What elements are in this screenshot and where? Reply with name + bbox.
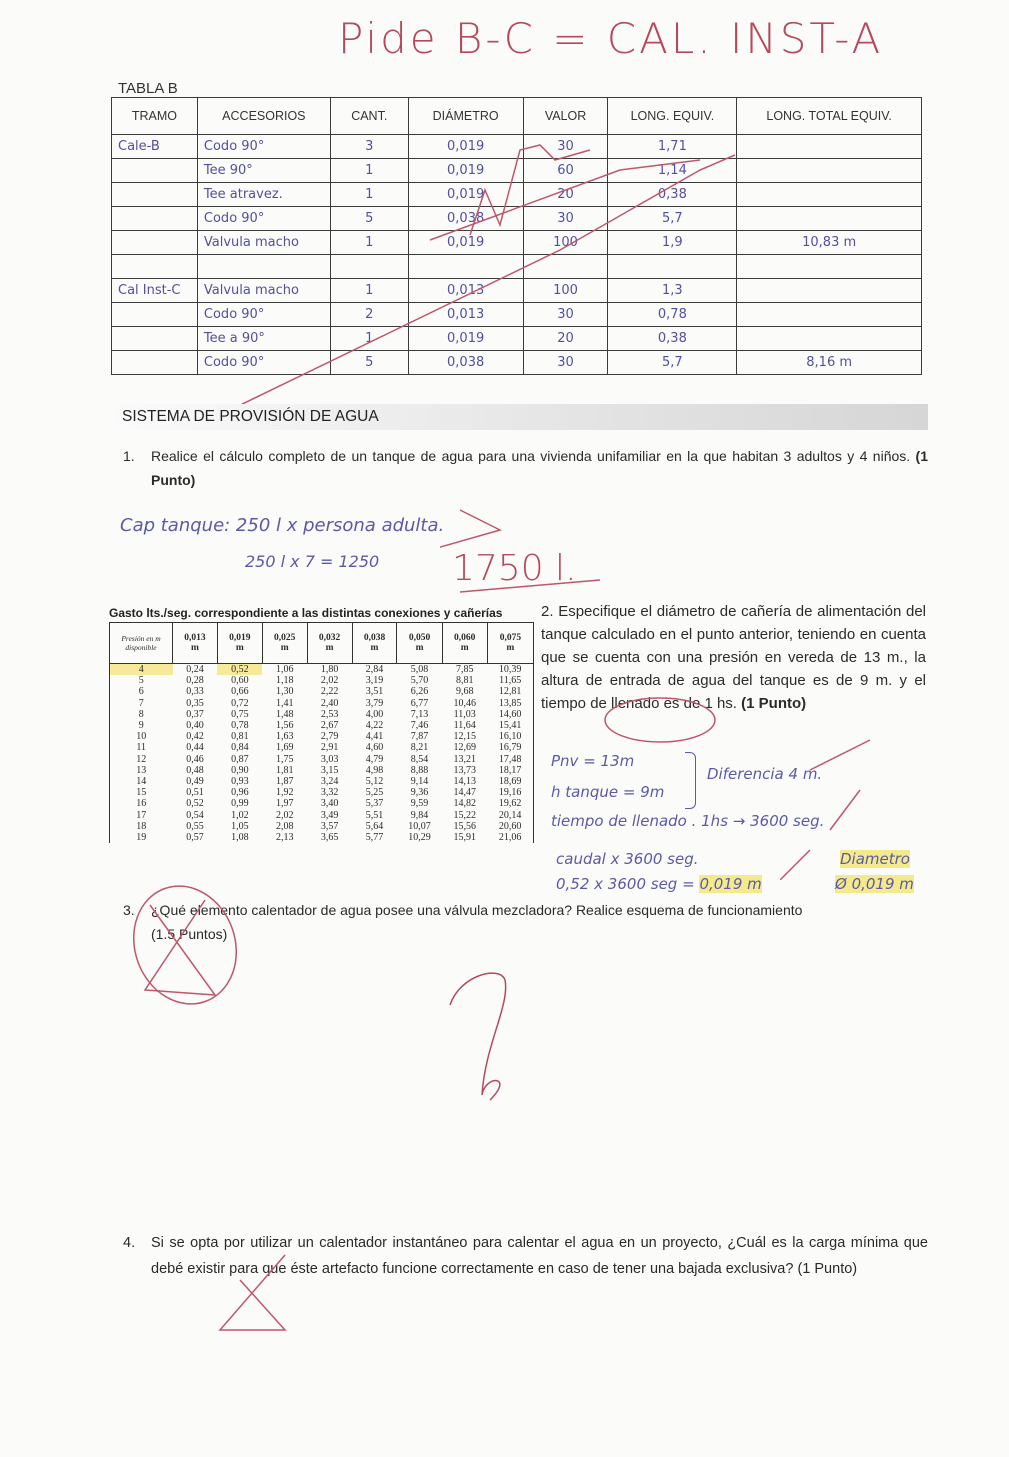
- flow-cell: 0,37: [186, 708, 204, 720]
- flow-cell: 3,15: [320, 764, 339, 776]
- diameter-value: 0,050: [408, 633, 431, 643]
- diameter-unit: m: [280, 643, 289, 653]
- pressure-cell: 13: [136, 764, 147, 776]
- cell-diametro: 0,019: [408, 327, 523, 351]
- gasto-table-title: Gasto lts./seg. correspondiente a las distintas conexiones y cañerías: [109, 606, 503, 620]
- flow-cell: 1,18: [275, 675, 294, 687]
- cell-long-total: 10,83 m: [737, 231, 922, 255]
- column-header: [352, 623, 397, 664]
- flow-cell: 3,32: [320, 787, 339, 799]
- table-row: [110, 787, 534, 798]
- table-row: [110, 776, 534, 787]
- flow-cell: 3,57: [320, 820, 339, 832]
- pressure-cell: 19: [136, 831, 147, 843]
- checkmark: [780, 850, 810, 880]
- flow-cell: 10,29: [408, 831, 431, 843]
- brace: [685, 752, 696, 809]
- flow-cell: 3,03: [320, 753, 339, 765]
- question-number: 3.: [123, 902, 135, 918]
- flow-cell: 8,54: [410, 753, 429, 765]
- flow-cell: 4,00: [365, 708, 384, 720]
- flow-cell: 10,46: [453, 697, 476, 709]
- column-header: [262, 623, 307, 664]
- pressure-cell: 18: [136, 820, 147, 832]
- column-header: [307, 623, 352, 664]
- flow-cell: 4,60: [365, 742, 384, 754]
- cell-cant: 1: [330, 159, 408, 183]
- diameter-unit: m: [415, 643, 424, 653]
- cell-accesorio: Codo 90°: [197, 351, 330, 375]
- flow-cell: 1,75: [275, 753, 294, 765]
- question-mark: [450, 973, 506, 1100]
- pressure-cell: 4: [110, 664, 173, 676]
- diameter-unit: m: [235, 643, 244, 653]
- flow-cell: 1,06: [275, 664, 294, 676]
- diameter-unit: m: [325, 643, 334, 653]
- question-text: Realice el cálculo completo de un tanque de agua para una vivienda unifamiliar en la que habitan 3 adultos y 4 niños.: [151, 448, 911, 464]
- flow-cell: 0,66: [231, 686, 249, 698]
- question-text: ¿Qué elemento calentador de agua posee una válvula mezcladora? Realice esquema de funcionamiento: [151, 902, 803, 918]
- flow-cell: 1,05: [231, 820, 249, 832]
- column-header: DIÁMETRO: [408, 98, 523, 135]
- question-points: (1 Punto): [797, 1261, 858, 1277]
- checkmark: [810, 740, 870, 770]
- flow-cell: 9,68: [455, 686, 474, 698]
- flow-cell: 2,13: [275, 831, 294, 843]
- flow-cell: 0,75: [231, 708, 249, 720]
- flow-cell: 9,36: [410, 787, 429, 799]
- cell-diametro: 0,038: [408, 351, 523, 375]
- flow-cell: 0,90: [231, 764, 249, 776]
- flow-cell: 1,81: [275, 764, 294, 776]
- flow-cell: 1,41: [275, 697, 294, 709]
- underline: [460, 580, 600, 592]
- flow-cell: 18,17: [498, 764, 522, 776]
- answer-1-strike-marks: [440, 500, 620, 600]
- flow-cell: 9,59: [410, 798, 429, 810]
- flow-cell: 1,80: [320, 664, 339, 676]
- cell-valor: 20: [523, 327, 608, 351]
- flow-cell: 15,41: [498, 720, 522, 732]
- x-mark: [220, 1255, 285, 1330]
- cell-diametro: 0,013: [408, 279, 523, 303]
- table-row: [110, 709, 534, 720]
- flow-cell: 0,99: [231, 798, 249, 810]
- strike-line: [230, 155, 735, 410]
- flow-cell: 0,33: [186, 686, 204, 698]
- flow-cell: 2,02: [320, 675, 339, 687]
- pressure-cell: 10: [136, 731, 147, 743]
- flow-cell: 4,79: [365, 753, 384, 765]
- answer-1-correction: 1750 l.: [452, 548, 577, 589]
- flow-cell: 4,98: [365, 764, 384, 776]
- points-circle-mark: [600, 690, 720, 750]
- diameter-value: 0,075: [499, 633, 522, 643]
- table-row: [110, 720, 534, 731]
- pressure-cell: 12: [136, 753, 147, 765]
- flow-cell: 8,88: [410, 764, 429, 776]
- cell-accesorio: Codo 90°: [197, 135, 330, 159]
- cell-valor: 100: [523, 279, 608, 303]
- cell-long-equiv: 5,7: [608, 351, 737, 375]
- flow-cell: 0,46: [186, 753, 204, 765]
- pressure-cell: 11: [136, 742, 147, 754]
- column-header: Presión en m disponible: [110, 623, 173, 664]
- cell-long-total: 8,16 m: [737, 351, 922, 375]
- flow-cell: 1,92: [275, 787, 294, 799]
- flow-cell: 3,40: [320, 798, 339, 810]
- cell-accesorio: Tee a 90°: [197, 327, 330, 351]
- table-row: [110, 742, 534, 753]
- flow-cell: 17,48: [498, 753, 522, 765]
- flow-cell: 13,85: [498, 697, 522, 709]
- wrong-mark-q3: [120, 885, 260, 1015]
- cell-diametro: 0,019: [408, 231, 523, 255]
- cell-valor: 100: [523, 231, 608, 255]
- flow-cell: 20,60: [498, 820, 522, 832]
- flow-cell: 5,12: [365, 775, 384, 787]
- table-row: [110, 754, 534, 765]
- flow-cell: 4,22: [365, 720, 384, 732]
- flow-cell: 20,14: [498, 809, 522, 821]
- answer-2-h-tanque: h tanque = 9m: [551, 783, 665, 801]
- cell-diametro: 0,013: [408, 303, 523, 327]
- column-header: [487, 623, 533, 664]
- diameter-value: 0,038: [363, 633, 386, 643]
- flow-cell: 5,64: [365, 820, 384, 832]
- table-row: [110, 664, 534, 676]
- cell-cant: 5: [330, 207, 408, 231]
- answer-2-tiempo: tiempo de llenado . 1hs → 3600 seg.: [551, 812, 825, 830]
- diameter-value: 0,060: [454, 633, 476, 643]
- cell-accesorio: Codo 90°: [197, 207, 330, 231]
- flow-cell: 19,16: [498, 787, 522, 799]
- pressure-cell: 7: [138, 697, 144, 709]
- flow-cell: 0,35: [186, 697, 204, 709]
- flow-cell: 7,46: [410, 720, 429, 732]
- flow-cell: 2,91: [320, 742, 339, 754]
- table-row: [110, 832, 534, 843]
- flow-cell: 0,48: [186, 764, 204, 776]
- column-header: TRAMO: [112, 98, 198, 135]
- cell-long-equiv: 0,38: [608, 327, 737, 351]
- flow-cell: 0,78: [231, 720, 249, 732]
- flow-cell: 1,97: [275, 798, 294, 810]
- flow-cell: 18,69: [498, 775, 522, 787]
- pressure-cell: 17: [136, 809, 147, 821]
- flow-cell: 15,91: [453, 831, 476, 843]
- flow-cell: 5,77: [365, 831, 384, 843]
- flow-cell: 0,42: [186, 731, 204, 743]
- wrong-mark-q4: [190, 1250, 310, 1360]
- pressure-cell: 15: [136, 787, 147, 799]
- flow-cell: 0,52: [217, 664, 262, 676]
- flow-cell: 0,28: [186, 675, 204, 687]
- flow-cell: 2,53: [320, 708, 339, 720]
- column-header: [217, 623, 262, 664]
- column-header: [173, 623, 218, 664]
- flow-cell: 1,30: [275, 686, 294, 698]
- question-text: Si se opta por utilizar un calentador instantáneo para calentar el agua en un proyecto, ¿Cuál es la carga mínima que debé existir para que éste artefacto funcione correctamente en caso de tener una bajada exclusiva?: [151, 1235, 928, 1277]
- cell-diametro: 0,038: [408, 207, 523, 231]
- cell-long-equiv: 1,3: [608, 279, 737, 303]
- column-header: VALOR: [523, 98, 608, 135]
- cell-accesorio: Tee 90°: [197, 159, 330, 183]
- flow-cell: 11,64: [453, 720, 476, 732]
- flow-cell: 0,57: [186, 831, 204, 843]
- table-row: [110, 809, 534, 820]
- question-number: 2.: [541, 603, 554, 620]
- question-2: [541, 600, 926, 715]
- flow-cell: 0,40: [186, 720, 204, 732]
- cell-cant: 1: [330, 183, 408, 207]
- cell-long-equiv: 1,14: [608, 159, 737, 183]
- flow-cell: 1,87: [275, 775, 294, 787]
- flow-cell: 9,84: [410, 809, 429, 821]
- cell-cant: 1: [330, 279, 408, 303]
- column-header: ACCESORIOS: [197, 98, 330, 135]
- calc-expression: 0,52 x 3600 seg =: [556, 875, 695, 893]
- cell-valor: 30: [523, 135, 608, 159]
- table-row: [110, 798, 534, 809]
- cell-tramo: Cale-B: [112, 135, 198, 159]
- diameter-value: 0,032: [318, 633, 341, 643]
- column-header: LONG. EQUIV.: [608, 98, 737, 135]
- answer-2-diferencia: Diferencia 4 m.: [707, 765, 823, 783]
- flow-cell: 14,13: [453, 775, 476, 787]
- diameter-unit: m: [460, 643, 469, 653]
- answer-1-line-2: 250 l x 7 = 1250: [245, 552, 380, 571]
- diameter-unit: m: [506, 643, 515, 653]
- flow-cell: 13,21: [453, 753, 476, 765]
- flow-cell: 1,56: [275, 720, 294, 732]
- x-mark: [145, 900, 215, 995]
- flow-cell: 9,14: [410, 775, 429, 787]
- flow-cell: 1,08: [231, 831, 249, 843]
- pressure-cell: 14: [136, 775, 147, 787]
- flow-cell: 14,47: [453, 787, 476, 799]
- gasto-table-header-row: [110, 623, 534, 664]
- flow-cell: 0,49: [186, 775, 204, 787]
- cell-cant: 1: [330, 327, 408, 351]
- flow-cell: 0,55: [186, 820, 204, 832]
- flow-cell: 7,13: [410, 708, 429, 720]
- flow-cell: 13,73: [453, 764, 476, 776]
- cell-long-equiv: 1,71: [608, 135, 737, 159]
- question-points: (1.5 Puntos): [151, 926, 228, 942]
- pressure-cell: 6: [138, 686, 144, 698]
- diameter-unit: m: [370, 643, 379, 653]
- cell-cant: 1: [330, 231, 408, 255]
- question-1: [123, 444, 928, 492]
- strike-line: [430, 160, 700, 240]
- flow-cell: 5,25: [365, 787, 384, 799]
- flow-cell: 21,06: [498, 831, 522, 843]
- cell-valor: 30: [523, 351, 608, 375]
- table-row: [110, 686, 534, 697]
- cell-long-equiv: 0,78: [608, 303, 737, 327]
- flow-cell: 1,69: [275, 742, 294, 754]
- flow-cell: 6,26: [410, 686, 429, 698]
- table-strike-marks: [0, 0, 1009, 420]
- circle-mark: [120, 885, 253, 1015]
- table-row: [110, 731, 534, 742]
- flow-cell: 6,77: [410, 697, 429, 709]
- answer-2-caudal: caudal x 3600 seg.: [556, 850, 699, 868]
- question-text: Especifique el diámetro de cañería de alimentación del tanque calculado en el punto anterior, teniendo en cuenta que se cuenta con una presión en vereda de 13 m., la altura de entrada de agua del tanque es de 9 m. y el tiempo de llenado es de 1 hs.: [541, 603, 927, 712]
- flow-cell: 8,21: [410, 742, 429, 754]
- checkmark-scribble: [470, 145, 590, 235]
- flow-cell: 3,65: [320, 831, 339, 843]
- cell-valor: 20: [523, 183, 608, 207]
- flow-cell: 2,08: [275, 820, 294, 832]
- cell-accesorio: Codo 90°: [197, 303, 330, 327]
- flow-cell: 3,24: [320, 775, 339, 787]
- cell-long-equiv: 5,7: [608, 207, 737, 231]
- section-header: [118, 404, 928, 430]
- diameter-value: 0,019: [229, 633, 251, 643]
- flow-cell: 2,84: [365, 664, 384, 676]
- column-header: LONG. TOTAL EQUIV.: [737, 98, 922, 135]
- pressure-cell: 5: [138, 675, 144, 687]
- flow-cell: 0,60: [231, 675, 249, 687]
- flow-cell: 7,87: [410, 731, 429, 743]
- cell-long-equiv: 1,9: [608, 231, 737, 255]
- cell-diametro: 0,019: [408, 135, 523, 159]
- answer-2-diametro-value: Ø 0,019 m: [835, 875, 914, 893]
- cell-valor: 30: [523, 303, 608, 327]
- cell-accesorio: Valvula macho: [197, 231, 330, 255]
- tabla-b-label: TABLA B: [118, 80, 178, 97]
- strike-line: [440, 510, 500, 550]
- diameter-unit: m: [190, 643, 199, 653]
- cell-diametro: 0,019: [408, 183, 523, 207]
- question-number: 1.: [123, 448, 135, 464]
- flow-cell: 2,40: [320, 697, 339, 709]
- cell-accesorio: Valvula macho: [197, 279, 330, 303]
- flow-cell: 0,93: [231, 775, 249, 787]
- flow-cell: 0,24: [186, 664, 204, 676]
- flow-cell: 0,51: [186, 787, 204, 799]
- pressure-cell: 16: [136, 798, 147, 810]
- cell-cant: 5: [330, 351, 408, 375]
- flow-cell: 0,87: [231, 753, 249, 765]
- section-title: SISTEMA DE PROVISIÓN DE AGUA: [122, 408, 379, 425]
- flow-cell: 19,62: [498, 798, 522, 810]
- flow-cell: 2,22: [320, 686, 339, 698]
- flow-cell: 0,72: [231, 697, 249, 709]
- flow-cell: 4,41: [365, 731, 384, 743]
- flow-cell: 8,81: [455, 675, 474, 687]
- flow-cell: 16,10: [498, 731, 522, 743]
- flow-cell: 0,54: [186, 809, 204, 821]
- answer-2-diametro-label: Diametro: [840, 850, 910, 868]
- table-row: [110, 765, 534, 776]
- flow-cell: 1,48: [275, 708, 294, 720]
- flow-cell: 1,63: [275, 731, 294, 743]
- table-row: [110, 698, 534, 709]
- cell-cant: 3: [330, 135, 408, 159]
- gasto-table: [109, 622, 534, 843]
- pressure-cell: 9: [138, 720, 144, 732]
- flow-cell: 11,03: [453, 708, 476, 720]
- question-mark-scribble: [440, 965, 560, 1115]
- answer-2-pnv: Pnv = 13m: [551, 752, 635, 770]
- pressure-cell: 8: [138, 708, 144, 720]
- flow-cell: 5,70: [410, 675, 429, 687]
- calc-result: 0,019 m: [699, 875, 762, 893]
- diameter-value: 0,025: [274, 633, 296, 643]
- flow-cell: 0,96: [231, 787, 249, 799]
- check-marks: [780, 730, 880, 880]
- flow-cell: 12,15: [453, 731, 476, 743]
- flow-cell: 1,02: [231, 809, 249, 821]
- flow-cell: 3,79: [365, 697, 384, 709]
- handwritten-title: Pide B-C = CAL. INST-A: [338, 14, 884, 63]
- flow-cell: 15,22: [453, 809, 476, 821]
- flow-cell: 14,60: [498, 708, 522, 720]
- diameter-value: 0,013: [184, 633, 206, 643]
- flow-cell: 14,82: [453, 798, 476, 810]
- cell-diametro: 0,019: [408, 159, 523, 183]
- column-header: [442, 623, 487, 664]
- flow-cell: 0,84: [231, 742, 249, 754]
- flow-cell: 12,69: [453, 742, 476, 754]
- question-points: (1 Punto): [741, 695, 807, 712]
- flow-cell: 0,44: [186, 742, 204, 754]
- flow-cell: 0,52: [186, 798, 204, 810]
- column-header: CANT.: [330, 98, 408, 135]
- flow-cell: 3,19: [365, 675, 384, 687]
- flow-cell: 15,56: [453, 820, 476, 832]
- cell-long-equiv: 0,38: [608, 183, 737, 207]
- flow-cell: 3,51: [365, 686, 384, 698]
- flow-cell: 0,81: [231, 731, 249, 743]
- flow-cell: 5,37: [365, 798, 384, 810]
- table-row: [110, 675, 534, 686]
- flow-cell: 2,79: [320, 731, 339, 743]
- flow-cell: 16,79: [498, 742, 522, 754]
- flow-cell: 7,85: [455, 664, 474, 676]
- cell-tramo: Cal Inst-C: [112, 279, 198, 303]
- cell-accesorio: Tee atravez.: [197, 183, 330, 207]
- flow-cell: 11,65: [499, 675, 522, 687]
- answer-2-calc: [556, 875, 762, 893]
- flow-cell: 5,08: [410, 664, 429, 676]
- flow-cell: 10,39: [498, 664, 522, 676]
- cell-cant: 2: [330, 303, 408, 327]
- answer-1-line-1: Cap tanque: 250 l x persona adulta.: [120, 515, 445, 536]
- flow-cell: 10,07: [408, 820, 431, 832]
- flow-cell: 5,51: [365, 809, 384, 821]
- table-row: [110, 821, 534, 832]
- flow-cell: 3,49: [320, 809, 339, 821]
- column-header: [397, 623, 442, 664]
- flow-cell: 2,67: [320, 720, 339, 732]
- question-number: 4.: [123, 1235, 136, 1251]
- question-points: (1 Punto): [151, 448, 928, 488]
- circle-mark: [605, 698, 715, 742]
- flow-cell: 2,02: [275, 809, 294, 821]
- checkmark: [830, 790, 860, 830]
- cell-valor: 30: [523, 207, 608, 231]
- cell-valor: 60: [523, 159, 608, 183]
- flow-cell: 12,81: [498, 686, 522, 698]
